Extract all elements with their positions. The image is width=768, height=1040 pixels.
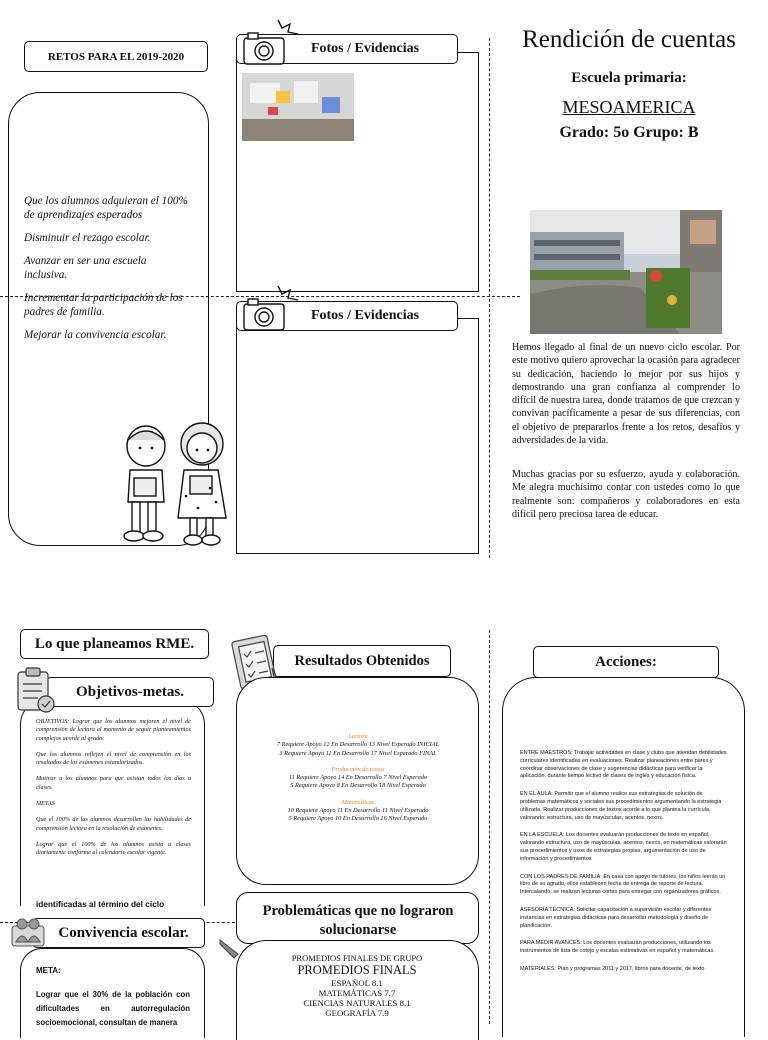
retos-title: RETOS PARA EL 2019-2020 [24, 41, 208, 72]
promedios-content [250, 953, 464, 1018]
result-heading-matematicas: Matemáticas [341, 798, 375, 806]
cover-paragraph-2: Muchas gracias por su esfuerzo, ayuda y colaboración. Me alegra muchísimo contar con ustedes como lo que realmente son: compañeros y colaboradores en esta difícil pero preciosa tarea de educar. [512, 469, 740, 520]
result-line: 10 Requiere Apoyo 11 En Desarrollo 11 Nivel Esperado [287, 807, 429, 815]
objetivos-paragraph: Que el 100% de las alumnos desarrollen las habilidades de comprensión lectora en la resolución de exámenes. [36, 816, 191, 832]
cover-title: Rendición de cuentas [522, 26, 736, 53]
subject-average: CIENCIAS NATURALES 8.1 [303, 998, 411, 1008]
result-heading-lectura: Lectura [348, 733, 368, 740]
accion-paragraph: MATERIALES: Plan y programas 2011 y 2017, libros para docente, de texto [520, 965, 705, 972]
accion-paragraph: ENTRE MAESTROS: Trabajar actividades en clase y clubs que atiendan debilidades curriculares identificadas en evaluaciones. Realizar planeaciones entre pares y coordinar observaciones de clase y sugerencias didácticas para verificar la aplicación, durante tiempo lectivo de clases de inglés y educación física. [520, 750, 727, 780]
resultados-title: Resultados Obtenidos [273, 645, 451, 677]
fotos-box-2 [236, 318, 479, 554]
camera-icon [238, 14, 304, 70]
meta-label: META: [36, 966, 61, 975]
subject-average: GEOGRAFÍA 7.9 [325, 1008, 389, 1018]
convivencia-title: Convivencia escolar. [32, 918, 205, 948]
accion-paragraph: CON LOS PADRES DE FAMILIA: En casa con apoyo de tutores, los niños leerán un libro de su agrado, ellos establecen fecha de entrega de reporte de lectura. Intercalando, se realizan lecturas cortas para entregar con organizadores gráficos. [520, 873, 726, 896]
objetivos-paragraph: Lograr que el 100% de los alumnos asista a clases diariamente conforme al calendario escolar vigente. [36, 840, 191, 857]
objetivos-text [36, 718, 191, 866]
grade-group: Grado: 5o Grupo: B [559, 124, 699, 141]
problematicas-title: Problemáticas que no lograron solucionarse [262, 903, 454, 938]
school-photo [530, 210, 722, 334]
classroom-photo [242, 73, 354, 141]
retos-item: Avanzar en ser una escuela inclusiva. [24, 255, 147, 281]
objetivos-cut-line: identificadas al término del ciclo [36, 899, 165, 909]
children-illustration [118, 420, 230, 552]
objetivos-paragraph: Que los alumnos reflejen el nivel de comprensión en los resultados de los exámenes estandarizados. [36, 750, 191, 767]
school-type: Escuela primaria: [571, 70, 687, 86]
result-line: 5 Requiere Apoyo 10 En Desarrollo 16 Nivel Esperado [288, 815, 428, 823]
result-line: 3 Requiere Apoyo 11 En Desarrollo 17 Nivel Esperado FINAL [279, 749, 437, 757]
people-icon [8, 912, 48, 950]
objetivos-paragraph: OBJETIVOS: Lograr que los alumnos mejoren el nivel de comprensión de lectura al momento de seguir planteamientos complejos acorde al grado. [36, 718, 191, 742]
objetivos-paragraph: METAS [36, 800, 55, 808]
fold-line-vertical-bottom [489, 630, 490, 1024]
accion-paragraph: PARA MEDIR AVANCES: Los docentes evaluarán producciones, utilizando los instrumentos de lista de cotejo y escalas estimativas en español y matemáticas. [520, 940, 715, 955]
result-heading-produccion: Producción de textos [331, 765, 385, 773]
fotos-label-2: Fotos / Evidencias [236, 301, 458, 331]
clipboard-icon [12, 666, 58, 716]
result-line: 11 Requiere Apoyo 14 En Desarrollo 7 Nivel Esperado [288, 774, 428, 782]
subject-average: MATEMÁTICAS 7.7 [318, 988, 396, 998]
promedios-big: PROMEDIOS FINALS [297, 963, 417, 977]
cover-paragraph-1: Hemos llegado al final de un nuevo ciclo escolar. Por este motivo quiero aprovechar la ocasión para agradecer su dedicación, haciendo lo mejor por sus hijos y demostrando una gran confianza al comprender lo difícil de nuestra tarea, donde tratamos de que crezcan y convivan pacíficamente a pesar de sus diferencias, con el objetivo de prepararlos frente a los retos, desafíos y adversidades de la vida. [512, 342, 740, 447]
retos-item: Incrementar la participación de los padres de familia. [24, 292, 183, 318]
planeamos-title: Lo que planeamos RME. [20, 629, 209, 659]
result-line: 7 Requiere Apoyo 12 En Desarrollo 13 Nivel Esperado INICIAL [276, 741, 440, 749]
acciones-title: Acciones: [533, 646, 719, 678]
objetivos-paragraph: Motivar a los alumnos para que asistan todos los días a clases. [36, 775, 191, 791]
accion-paragraph: ASESORÍA TÉCNICA: Solicitar capacitación a supervisión escolar y diferentes instancias en estrategias didácticas para desarrollar metodología y diseño de planificación. [520, 906, 712, 929]
objetivos-title: Objetivos-metas. [46, 677, 214, 707]
promedios-small: PROMEDIOS FINALES DE GRUPO [291, 953, 423, 963]
fold-line-vertical-top [489, 38, 490, 558]
retos-item: Que los alumnos adquieran el 100% de aprendizajes esperados [24, 195, 188, 221]
fotos-label-1: Fotos / Evidencias [236, 34, 458, 64]
subject-average: ESPAÑOL 8.1 [331, 978, 383, 988]
accion-paragraph: EN LA ESCUELA: Los docentes evaluarán producciones de texto en español, valorando estructura, uso de mayúsculas, acentos, nexos, en matemáticas valorarán sus procedimientos y usos de estrategias propias, argumentación de uso de información y procedimientos [520, 832, 727, 862]
retos-item: Disminuir el rezago escolar. [24, 232, 151, 244]
resultados-content [244, 733, 472, 824]
camera-icon [238, 280, 304, 336]
meta-text: Lograr que el 30% de la población con dificultades en autorregulación socioemocional, consultan de manera [36, 990, 190, 1027]
acciones-content [520, 750, 728, 984]
retos-item: Mejorar la convivencia escolar. [24, 329, 167, 341]
retos-list [24, 194, 192, 342]
school-name: MESOAMERICA [562, 97, 696, 117]
result-line: 5 Requiere Apoyo 8 En Desarrollo 18 Nivel Esperado [290, 782, 426, 790]
accion-paragraph: EN EL AULA: Permitir que el alumno realice sus estrategias de solución de problemas matemáticos y sociales sus procedimientos argumentando la estrategia utilizada. Realizar producciones de textos acorde a lo que plantea la currícula, valorando: estructura, uso de mayúsculas, acentos, nexos. [520, 791, 722, 821]
